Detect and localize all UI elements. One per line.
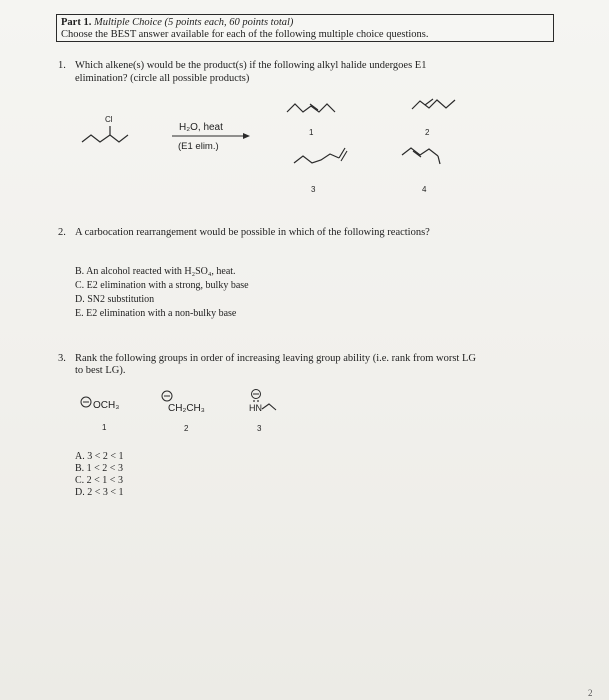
q3-choice-d[interactable]: D. 2 < 3 < 1 — [75, 487, 124, 498]
condition-label: (E1 elim.) — [178, 141, 219, 152]
section-part: Part 1. — [61, 17, 92, 28]
group-3-number: 3 — [257, 424, 262, 433]
product-4-label: 4 — [422, 185, 427, 194]
q1-text-line2: elimination? (circle all possible products) — [75, 73, 250, 84]
section-instruction: Choose the BEST answer available for each of the following multiple choice questions. — [61, 29, 429, 40]
chloro-substituent-label: Cl — [105, 115, 113, 124]
product-1-label: 1 — [309, 128, 314, 137]
q3-number: 3. — [58, 353, 66, 364]
q2-choice-b[interactable]: B. An alcohol reacted with H₂SO₄, heat. — [75, 266, 236, 277]
page-number: 2 — [588, 688, 593, 698]
group-2-label: CH₂CH₃ — [168, 403, 205, 414]
q3-text-line1: Rank the following groups in order of increasing leaving group ability (i.e. rank from worst LG — [75, 353, 476, 364]
product-2-label: 2 — [425, 128, 430, 137]
group-1-number: 1 — [102, 423, 107, 432]
q1-number: 1. — [58, 60, 66, 71]
q2-choice-e[interactable]: E. E2 elimination with a non-bulky base — [75, 308, 237, 319]
q2-number: 2. — [58, 227, 66, 238]
q2-text: A carbocation rearrangement would be possible in which of the following reactions? — [75, 227, 430, 238]
q3-choice-b[interactable]: B. 1 < 2 < 3 — [75, 463, 123, 474]
q2-choice-d[interactable]: D. SN2 substitution — [75, 294, 155, 305]
q3-choice-a[interactable]: A. 3 < 2 < 1 — [75, 451, 124, 462]
q3-choice-c[interactable]: C. 2 < 1 < 3 — [75, 475, 123, 486]
group-3-label: HN — [249, 403, 262, 413]
group-1-label: OCH₃ — [93, 400, 120, 411]
q1-text-line1: Which alkene(s) would be the product(s) if the following alkyl halide undergoes E1 — [75, 60, 427, 71]
reagent-label: H₂O, heat — [179, 122, 223, 133]
q2-choice-c[interactable]: C. E2 elimination with a strong, bulky base — [75, 280, 249, 291]
q3-text-line2: to best LG). — [75, 365, 126, 376]
section-subtitle: Multiple Choice (5 points each, 60 points total) — [93, 17, 294, 28]
product-3-label: 3 — [311, 185, 316, 194]
group-2-number: 2 — [184, 424, 189, 433]
